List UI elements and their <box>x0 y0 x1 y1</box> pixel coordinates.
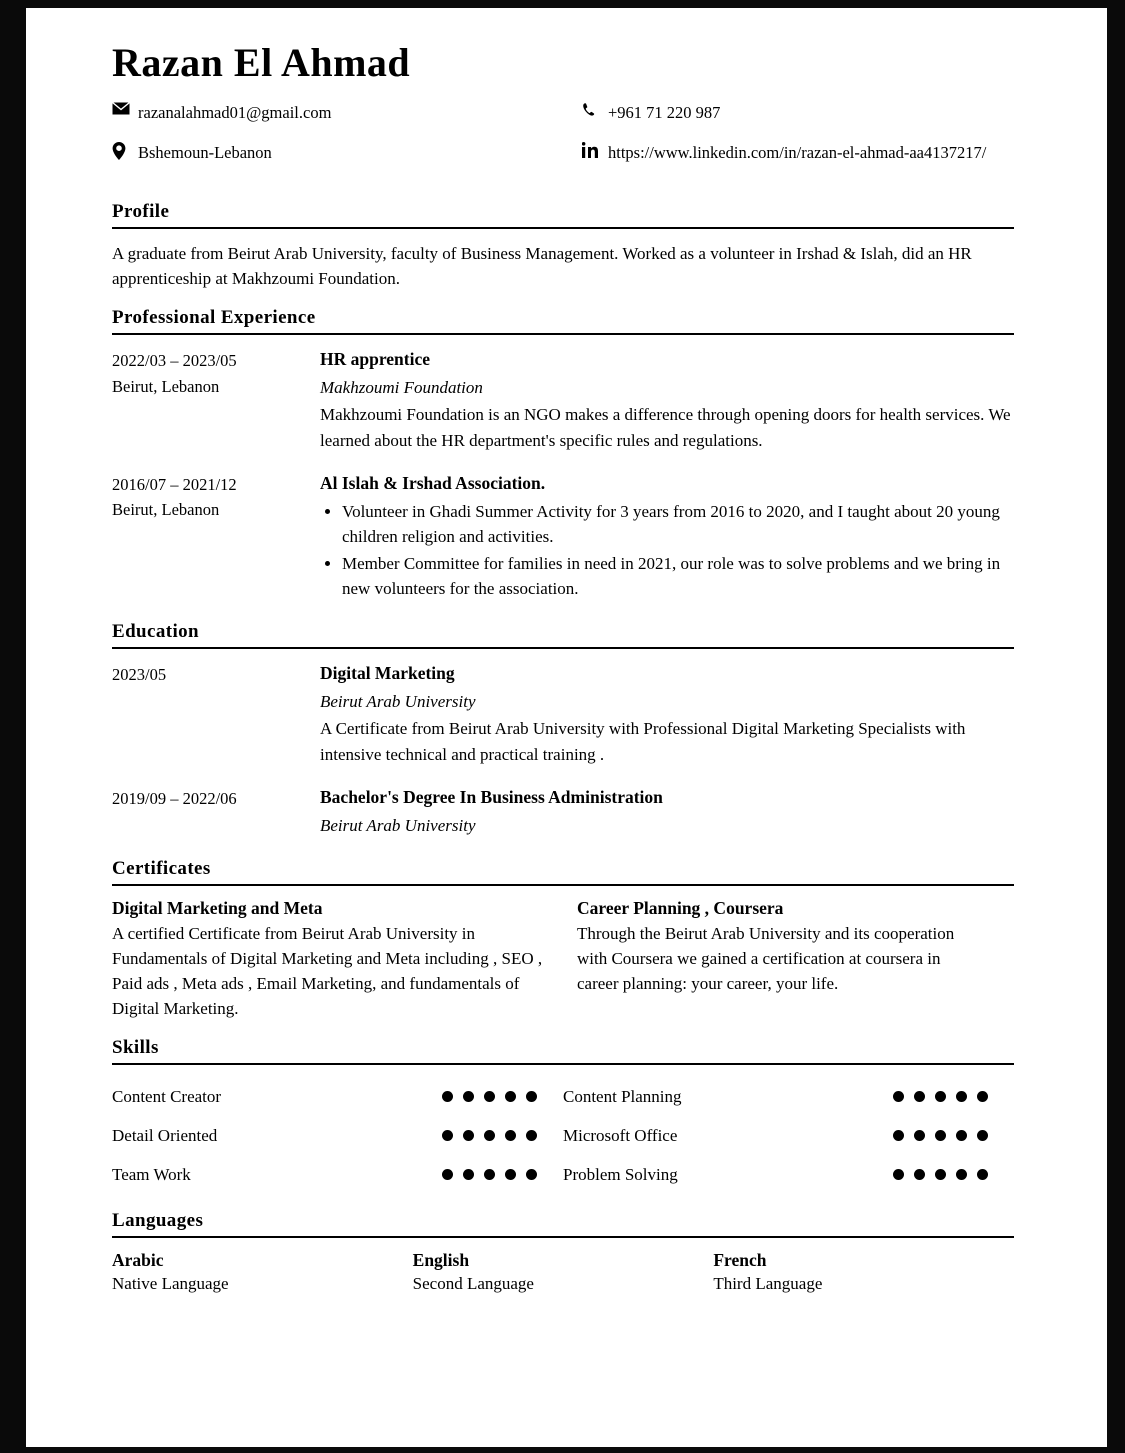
experience-daterange: 2022/03 – 2023/05 <box>112 351 237 371</box>
education-item <box>112 785 1014 840</box>
skill-dot <box>893 1130 904 1141</box>
skill-dot <box>956 1130 967 1141</box>
education-body <box>320 661 1014 766</box>
education-dates: 2023/05 <box>112 665 167 685</box>
skill-label: Content Planning <box>563 1086 682 1106</box>
contact-linkedin-value[interactable]: https://www.linkedin.com/in/razan-el-ahmad-aa4137217/ <box>608 142 987 162</box>
section-divider <box>112 1063 1014 1065</box>
experience-body <box>320 471 1014 604</box>
section-experience <box>112 307 1014 603</box>
experience-role: HR apprentice <box>320 349 431 370</box>
skill-dot <box>914 1130 925 1141</box>
section-profile <box>112 201 1014 291</box>
contact-linkedin[interactable] <box>582 140 1014 166</box>
section-title-profile: Profile <box>112 201 170 223</box>
skill-dot <box>935 1169 946 1180</box>
linkedin-icon <box>582 140 608 158</box>
skill-row <box>112 1116 563 1155</box>
skill-row <box>112 1155 563 1194</box>
language-level: Second Language <box>412 1274 534 1294</box>
section-divider <box>112 884 1014 886</box>
skill-dot <box>505 1130 516 1141</box>
skills-grid <box>112 1077 1014 1194</box>
page-edge-right <box>1107 0 1125 1453</box>
skill-label: Problem Solving <box>563 1164 678 1184</box>
experience-item <box>112 471 1014 604</box>
skill-row <box>112 1077 563 1116</box>
skill-dot <box>442 1091 453 1102</box>
skill-label: Microsoft Office <box>563 1125 678 1145</box>
skill-rating <box>442 1130 537 1141</box>
certificate-desc: A certified Certificate from Beirut Arab University in Fundamentals of Digital Marketing and Meta including , SEO , Paid ads , Meta ads , Email Marketing, and fundamentals of Digital Marketing. <box>112 923 543 1019</box>
envelope-icon <box>112 100 138 115</box>
experience-dates <box>112 347 320 452</box>
language-item <box>112 1250 413 1294</box>
skill-dot <box>893 1091 904 1102</box>
profile-text: A graduate from Beirut Arab University, faculty of Business Management. Worked as a volunteer in Irshad & Islah, did an HR apprenticeship at Makhzoumi Foundation. <box>112 244 972 289</box>
certificate-name: Career Planning , Coursera <box>577 897 784 918</box>
certificate-desc: Through the Beirut Arab University and its cooperation with Coursera we gained a certification at coursera in career planning: your career, your life. <box>577 923 955 994</box>
skill-dot <box>526 1130 537 1141</box>
education-desc: A Certificate from Beirut Arab University with Professional Digital Marketing Specialists with intensive technical and practical training . <box>320 719 966 764</box>
education-dates: 2019/09 – 2022/06 <box>112 788 237 808</box>
skill-label: Content Creator <box>112 1086 222 1106</box>
skill-dot <box>914 1091 925 1102</box>
skill-row <box>563 1116 1014 1155</box>
language-level: Third Language <box>713 1274 823 1294</box>
experience-location: Beirut, Lebanon <box>112 377 220 396</box>
languages-grid <box>112 1250 1014 1294</box>
contact-location-value: Bshemoun-Lebanon <box>138 142 272 162</box>
skill-dot <box>893 1169 904 1180</box>
skill-dot <box>463 1130 474 1141</box>
list-item: • Volunteer in Ghadi Summer Activity for 3 years from 2016 to 2020, and I taught about 20 young children religion and activities. <box>342 499 1014 549</box>
section-title-experience: Professional Experience <box>112 307 316 329</box>
skill-dot <box>914 1169 925 1180</box>
skill-row <box>563 1155 1014 1194</box>
section-title-education: Education <box>112 621 200 643</box>
contact-phone-value: +961 71 220 987 <box>608 103 721 122</box>
location-pin-icon <box>112 140 138 160</box>
experience-body <box>320 347 1014 452</box>
language-name: French <box>713 1250 767 1271</box>
section-title-skills: Skills <box>112 1037 159 1059</box>
skill-dot <box>463 1091 474 1102</box>
skill-dot <box>956 1091 967 1102</box>
section-education <box>112 621 1014 839</box>
education-school: Beirut Arab University <box>320 692 476 712</box>
skill-dot <box>484 1130 495 1141</box>
experience-org: Makhzoumi Foundation <box>320 378 483 398</box>
experience-daterange: 2016/07 – 2021/12 <box>112 474 237 494</box>
experience-location: Beirut, Lebanon <box>112 500 220 520</box>
skill-label: Team Work <box>112 1164 191 1184</box>
skill-dot <box>463 1169 474 1180</box>
skill-dot <box>977 1130 988 1141</box>
skill-dot <box>935 1091 946 1102</box>
education-degree: Bachelor's Degree In Business Administration <box>320 786 663 807</box>
skill-dot <box>526 1091 537 1102</box>
contact-location <box>112 140 582 166</box>
section-divider <box>112 1236 1014 1238</box>
language-name: Arabic <box>112 1250 164 1271</box>
section-certificates <box>112 858 1014 1022</box>
section-languages <box>112 1210 1014 1294</box>
contact-email <box>112 100 582 126</box>
skill-dot <box>442 1169 453 1180</box>
skill-rating <box>893 1130 988 1141</box>
page-edge-top <box>0 0 1125 8</box>
experience-item <box>112 347 1014 452</box>
skill-dot <box>977 1091 988 1102</box>
list-item: • Member Committee for families in need in 2021, our role was to solve problems and we bring in new volunteers for the association. <box>342 551 1014 601</box>
education-degree: Digital Marketing <box>320 663 455 684</box>
contact-block <box>112 100 1014 165</box>
education-school: Beirut Arab University <box>320 815 476 835</box>
section-title-certificates: Certificates <box>112 857 211 879</box>
experience-desc: Makhzoumi Foundation is an NGO makes a difference through opening doors for health services. We learned about the HR department's specific rules and regulations. <box>320 405 1011 450</box>
skill-dot <box>526 1169 537 1180</box>
skill-dot <box>977 1169 988 1180</box>
phone-icon <box>582 100 608 118</box>
skill-rating <box>893 1091 988 1102</box>
skill-rating <box>442 1169 537 1180</box>
skill-rating <box>893 1169 988 1180</box>
skill-rating <box>442 1091 537 1102</box>
language-item <box>713 1250 1014 1294</box>
page-edge-left <box>0 0 26 1453</box>
page-edge-bottom <box>0 1447 1125 1453</box>
candidate-name: Razan El Ahmad <box>112 40 411 85</box>
education-body <box>320 785 1014 840</box>
certificate-item <box>577 898 1014 1022</box>
certificate-name: Digital Marketing and Meta <box>112 897 323 918</box>
skill-dot <box>935 1130 946 1141</box>
section-divider <box>112 647 1014 649</box>
certificate-item <box>112 898 577 1022</box>
contact-phone <box>582 100 1014 126</box>
section-skills <box>112 1037 1014 1194</box>
certificates-grid <box>112 898 1014 1022</box>
experience-bullets <box>320 499 1014 602</box>
contact-email-value: razanalahmad01@gmail.com <box>138 103 332 122</box>
experience-role: Al Islah & Irshad Association. <box>320 472 546 493</box>
section-divider <box>112 227 1014 229</box>
section-title-languages: Languages <box>112 1210 204 1232</box>
skill-dot <box>484 1091 495 1102</box>
skill-dot <box>505 1169 516 1180</box>
skill-label: Detail Oriented <box>112 1125 218 1145</box>
skill-dot <box>956 1169 967 1180</box>
skill-dot <box>442 1130 453 1141</box>
language-name: English <box>412 1250 470 1271</box>
section-divider <box>112 333 1014 335</box>
education-item <box>112 661 1014 766</box>
skill-dot <box>505 1091 516 1102</box>
language-level: Native Language <box>112 1274 229 1294</box>
experience-dates <box>112 471 320 604</box>
language-item <box>413 1250 714 1294</box>
skill-dot <box>484 1169 495 1180</box>
resume-content <box>112 40 1014 1298</box>
skill-row <box>563 1077 1014 1116</box>
